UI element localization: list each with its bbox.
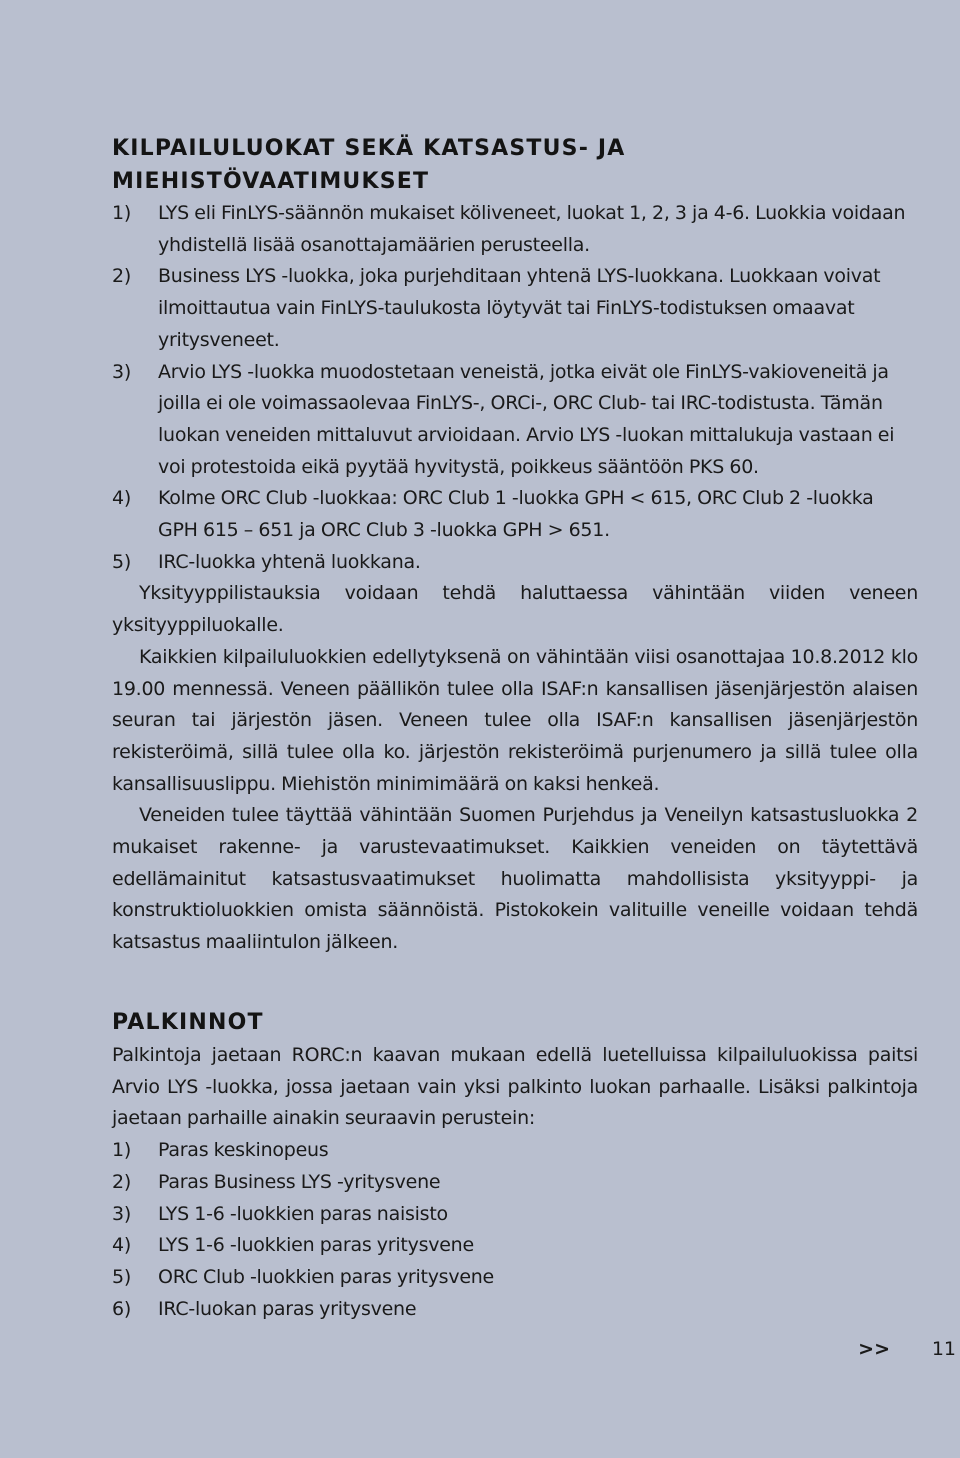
list-text: LYS eli FinLYS-säännön mukaiset köliveneet, luokat 1, 2, 3 ja 4-6. Luokkia voidaan yhdistellä lisää osanottajamäärien perusteella. bbox=[158, 202, 906, 256]
list-number: 1) bbox=[112, 1139, 132, 1162]
page-footer bbox=[760, 1338, 960, 1370]
heading-line-1: KILPAILULUOKAT SEKÄ KATSASTUS- JA bbox=[112, 136, 626, 161]
list-item bbox=[112, 1167, 918, 1199]
list-number: 5) bbox=[112, 550, 132, 573]
list-item bbox=[112, 1135, 918, 1167]
list-number: 4) bbox=[112, 487, 132, 510]
list-text: ORC Club -luokkien paras yritysvene bbox=[158, 1265, 494, 1288]
list-text: Paras keskinopeus bbox=[158, 1139, 329, 1162]
list-number: 5) bbox=[112, 1265, 132, 1288]
next-page-arrows: >> bbox=[858, 1338, 890, 1360]
list-text: LYS 1-6 -luokkien paras naisisto bbox=[158, 1202, 448, 1225]
list-number: 2) bbox=[112, 1170, 132, 1193]
heading-line-2: MIEHISTÖVAATIMUKSET bbox=[112, 169, 430, 194]
list-item bbox=[112, 1294, 918, 1326]
list-number: 2) bbox=[112, 265, 132, 288]
list-text: LYS 1-6 -luokkien paras yritysvene bbox=[158, 1234, 474, 1257]
paragraph: Veneiden tulee täyttää vähintään Suomen Purjehdus ja Veneilyn katsastusluokka 2 mukaiset rakenne- ja varustevaatimukset. Kaikkien veneiden on täytettävä edellämainitut katsastusvaatimukset huolimatta mahdollisista yksityyppi- ja konstruktioluokkien omista säännöistä. Pistokokein valituille veneille voidaan tehdä katsastus maaliintulon jälkeen. bbox=[112, 804, 918, 954]
paragraph: Kaikkien kilpailuluokkien edellytyksenä on vähintään viisi osanottajaa 10.8.2012 klo 19.00 mennessä. Veneen päällikön tulee olla ISAF:n kansallisen jäsenjärjestön alaisen seuran tai järjestön jäsen. Veneen tulee olla ISAF:n kansallisen jäsenjärjestön rekisteröimä, sillä tulee olla ko. järjestön rekisteröimä purjenumero ja sillä tulee olla kansallisuuslippu. Miehistön minimimäärä on kaksi henkeä. bbox=[112, 645, 918, 795]
list-item bbox=[112, 198, 918, 261]
section-body-kilpailuluokat bbox=[112, 198, 918, 959]
list-text: Kolme ORC Club -luokkaa: ORC Club 1 -luokka GPH < 615, ORC Club 2 -luokka GPH 615 – 651 ja ORC Club 3 -luokka GPH > 651. bbox=[158, 487, 874, 542]
section-heading-palkinnot: PALKINNOT bbox=[112, 1010, 264, 1035]
list-text: IRC-luokan paras yritysvene bbox=[158, 1297, 417, 1320]
list-number: 3) bbox=[112, 1202, 132, 1225]
page-number: 11 bbox=[931, 1338, 956, 1360]
list-text: Paras Business LYS -yritysvene bbox=[158, 1170, 441, 1193]
list-text: Arvio LYS -luokka muodostetaan veneistä, jotka eivät ole FinLYS-vakioveneitä ja joilla ei ole voimassaolevaa FinLYS-, ORCi-, ORC Club- tai IRC-todistusta. Tämän luokan veneiden mittaluvut arvioidaan. Arvio LYS -luokan mittalukuja vastaan ei voi protestoida eikä pyytää hyvitystä, poikkeus sääntöön PKS 60. bbox=[158, 360, 895, 478]
list-number: 4) bbox=[112, 1234, 132, 1257]
list-item bbox=[112, 261, 918, 356]
list-item bbox=[112, 547, 918, 579]
list-text: IRC-luokka yhtenä luokkana. bbox=[158, 550, 421, 573]
list-item bbox=[112, 1230, 918, 1262]
section-heading-kilpailuluokat bbox=[112, 132, 918, 198]
list-item bbox=[112, 357, 918, 484]
list-text: Business LYS -luokka, joka purjehditaan yhtenä LYS-luokkana. Luokkaan voivat ilmoittautua vain FinLYS-taulukosta löytyvät tai FinLYS-todistuksen omaavat yritysveneet. bbox=[158, 265, 881, 351]
list-number: 6) bbox=[112, 1297, 132, 1320]
paragraph: Yksityyppilistauksia voidaan tehdä haluttaessa vähintään viiden veneen yksityyppiluokalle. bbox=[112, 582, 918, 637]
section-body-palkinnot bbox=[112, 1040, 918, 1325]
list-item bbox=[112, 483, 918, 546]
list-number: 1) bbox=[112, 202, 132, 224]
paragraph: Palkintoja jaetaan RORC:n kaavan mukaan edellä luetelluissa kilpailuluokissa paitsi Arvio LYS -luokka, jossa jaetaan vain yksi palkinto luokan parhaalle. Lisäksi palkintoja jaetaan parhaille ainakin seuraavin perustein: bbox=[112, 1044, 918, 1130]
list-item bbox=[112, 1262, 918, 1294]
list-item bbox=[112, 1199, 918, 1231]
list-number: 3) bbox=[112, 360, 132, 383]
